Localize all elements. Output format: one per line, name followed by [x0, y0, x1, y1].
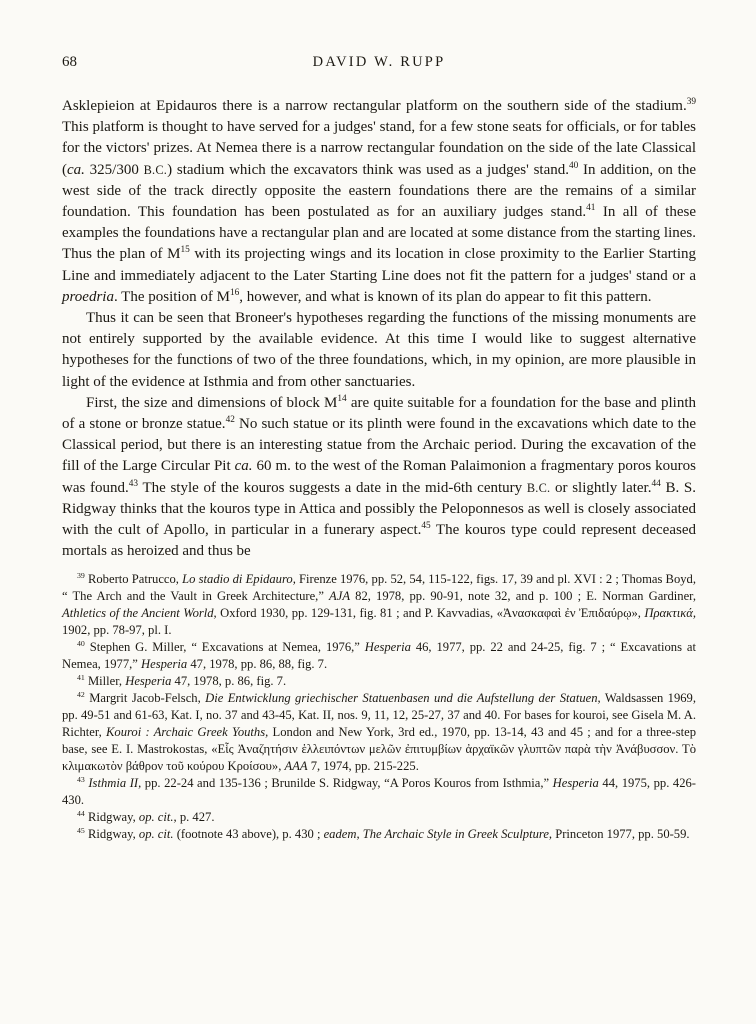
text-run: pp. 22-24 and 135-136 ; Brunilde S. Ridgway, “A Poros Kouros from Isthmia,” — [141, 776, 553, 791]
italic-text: proedria — [62, 288, 114, 305]
text-run: 60 m. to the west of the Roman Palaimonion a fragmentary poros kouros was found. — [62, 458, 697, 496]
text-run: 46, 1977, pp. 22 and 24-25, fig. 7 ; “ Excavations at Nemea, 1977,” — [62, 640, 696, 672]
text-run: 44, 1975, pp. 426-430. — [62, 776, 696, 808]
article-body — [62, 96, 696, 562]
text-run: Ridgway, — [84, 810, 139, 825]
text-run: Miller, — [84, 674, 126, 689]
footnote-reference: 15 — [180, 245, 190, 256]
text-run: 325/300 — [84, 161, 144, 178]
text-run: Thus it can be seen that Broneer's hypotheses regarding the functions of the missing monuments are not entirely supported by the available evidence. At this time I would like to suggest alternative hypotheses for the functions of two of the three foundations, which, in my opinion, are more plausible in light of the evidence at Isthmia and from other sanctuaries. — [62, 310, 696, 390]
text-run: , however, and what is known of its plan do appear to fit this pattern. — [239, 288, 652, 305]
footnote-reference: 45 — [77, 826, 85, 836]
text-run: No such statue or its plinth were found in the excavations which date to the Classical period, but there is an interesting statue from the Archaic period. During the excavation of the fill of the Large Circular Pit — [62, 416, 696, 475]
italic-text: op. cit. — [138, 827, 174, 842]
text-run: Waldsassen 1969, pp. 49-51 and 61-63, Kat. I, no. 37 and 43-45, Kat. II, nos. 9, 11, 12, 25-27, 37 and 40. For bases for kouroi, see Gisela M. A. Richter, — [62, 691, 696, 740]
text-run: This platform is thought to have served for a judges' stand, for a few stone seats for officials, or for tables for the victors' prizes. At Nemea there is a narrow rectangular foundation on the side of the late Classical ( — [62, 119, 696, 178]
text-run: 7, 1974, pp. 215-225. — [307, 759, 419, 774]
italic-text: Lo stadio di Epidauro, — [182, 572, 296, 587]
footnote-reference: 44 — [77, 809, 85, 819]
footnote-reference: 45 — [421, 521, 431, 532]
text-run: (footnote 43 above), p. 430 ; — [173, 827, 324, 842]
italic-text: ΑΑΑ — [284, 759, 308, 774]
footnote — [62, 690, 696, 775]
footnote — [62, 673, 696, 690]
italic-text: eadem, The Archaic Style in Greek Sculpture, — [323, 827, 553, 842]
small-caps-text: B.C. — [143, 162, 168, 177]
footnote — [62, 809, 696, 826]
page-number: 68 — [62, 54, 77, 70]
footnote-reference: 42 — [77, 690, 85, 700]
footnote-reference: 39 — [77, 571, 85, 581]
text-run: In all of these examples the foundations have a rectangular plan and are located at some distance from the starting lines. Thus the plan of M — [62, 204, 696, 263]
text-run: The style of the kouros suggests a date in the mid-6th century — [138, 479, 527, 496]
footnotes-section — [62, 571, 696, 843]
italic-text: Hesperia — [141, 657, 188, 672]
text-run: p. 427. — [176, 810, 215, 825]
footnote-reference: 42 — [225, 415, 235, 426]
footnote-reference: 41 — [77, 673, 85, 683]
text-run: . The position of M — [113, 288, 230, 305]
text-run: The kouros type could represent deceased mortals as heroized and thus be — [62, 522, 696, 560]
body-paragraph — [62, 393, 696, 563]
text-run: 82, 1978, pp. 90-91, note 32, and p. 100 ; E. Norman Gardiner, — [350, 589, 697, 604]
text-run: ) stadium which the excavators think was used as a judges' stand. — [167, 161, 569, 178]
italic-text: ca. — [67, 161, 85, 178]
text-run: Princeton 1977, pp. 50-59. — [552, 827, 690, 842]
footnote — [62, 826, 696, 843]
footnote — [62, 571, 696, 639]
italic-text: Hesperia — [552, 776, 599, 791]
footnote-reference: 40 — [569, 160, 579, 171]
footnote — [62, 639, 696, 673]
footnote-reference: 40 — [77, 639, 85, 649]
text-run: Ridgway, — [84, 827, 139, 842]
text-run: Roberto Patrucco, — [84, 572, 183, 587]
italic-text: Isthmia II, — [88, 776, 142, 791]
italic-text: Hesperia — [364, 640, 411, 655]
small-caps-text: B.C. — [526, 480, 551, 495]
text-run: 1902, pp. 78-97, pl. I. — [62, 623, 172, 638]
italic-text: Die Entwicklung griechischer Statuenbasen und die Aufstellung der Statuen, — [205, 691, 601, 706]
footnote-reference: 16 — [229, 287, 240, 298]
footnote — [62, 775, 696, 809]
italic-text: Athletics of the Ancient World, — [62, 606, 217, 621]
italic-text: AJA — [329, 589, 351, 604]
body-paragraph — [62, 96, 696, 308]
italic-text: ca. — [234, 458, 253, 475]
text-run: Firenze 1976, pp. 52, 54, 115-122, figs. 17, 39 and pl. XVI : 2 ; Thomas Boyd, “ The Arch and the Vault in Greek Architecture,” — [62, 572, 696, 604]
text-run: Stephen G. Miller, “ Excavations at Nemea, 1976,” — [84, 640, 365, 655]
italic-text: Kouroi : Archaic Greek Youths, — [106, 725, 269, 740]
italic-text: op. cit., — [138, 810, 177, 825]
text-run: Asklepieion at Epidauros there is a narrow rectangular platform on the southern side of the stadium. — [62, 98, 687, 114]
text-run: B. S. Ridgway thinks that the kouros type in Attica and possibly the Peloponnesos as well is closely associated with the cult of Apollo, in particular in a funerary aspect. — [62, 479, 696, 539]
footnote-reference: 44 — [651, 478, 661, 489]
text-run: 47, 1978, pp. 86, 88, fig. 7. — [187, 657, 328, 672]
running-head-title: DAVID W. RUPP — [312, 54, 446, 70]
text-run: with its projecting wings and its location in close proximity to the Earlier Starting Line and immediately adjacent to the Later Starting Line does not fit the pattern for a judges' stand or a — [62, 246, 697, 284]
footnote-reference: 43 — [128, 478, 139, 489]
italic-text: Πρακτικά, — [644, 606, 696, 621]
footnote-reference: 43 — [77, 775, 85, 785]
text-run: or slightly later. — [550, 479, 652, 496]
text-run: 47, 1978, p. 86, fig. 7. — [171, 674, 287, 689]
text-run: Margrit Jacob-Felsch, — [84, 691, 206, 706]
text-run: are quite suitable for a foundation for the base and plinth of a stone or bronze statue. — [62, 394, 696, 433]
text-run: Oxford 1930, pp. 129-131, fig. 81 ; and P. Kavvadias, «Ἀνασκαφαὶ ἐν Ἐπιδαύρῳ», — [216, 606, 645, 621]
body-paragraph — [62, 308, 696, 393]
footnote-reference: 14 — [337, 393, 347, 404]
footnote-reference: 41 — [586, 203, 596, 214]
running-head — [62, 54, 696, 76]
footnote-reference: 39 — [686, 97, 696, 107]
text-run: London and New York, 3rd ed., 1970, pp. 13-14, 43 and 45 ; and for a three-step base, see E. I. Mastrokostas, «Εἷς Ἀναζητήσιν ἑλλειπόντων μελῶν ἐπιτυμβίων ἀρχαϊκῶν γλυπτῶν παρὰ τὴν Ἀνάβυσσον. Τὸ κλιμακωτὸν βάθρον τοῦ κούρου Κροίσου», — [62, 725, 696, 774]
text-run: In addition, on the west side of the track directly opposite the eastern foundations there are the remains of a similar foundation. This foundation has been postulated as for an auxiliary judges stand. — [62, 161, 696, 221]
text-run: First, the size and dimensions of block M — [86, 394, 338, 411]
italic-text: Hesperia — [125, 674, 172, 689]
